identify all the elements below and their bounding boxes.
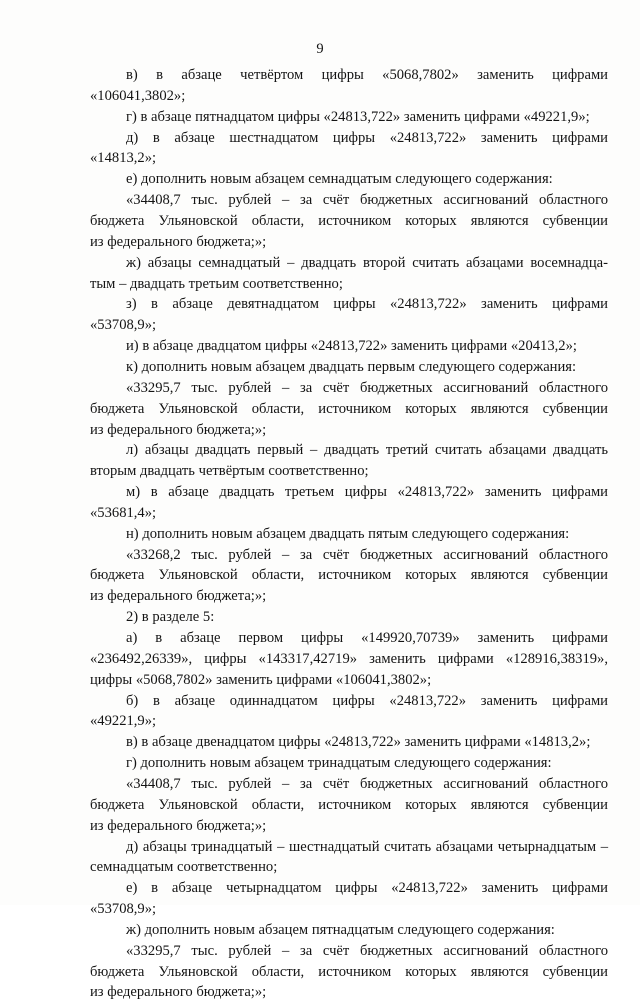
text-line: 2) в разделе 5:	[126, 609, 215, 626]
text-line: «33295,7 тыс. рублей – за счёт бюджетных ассигнований областного	[126, 942, 608, 959]
text-line: семнадцатым соответственно;	[90, 859, 278, 876]
text-line: д) в абзаце шестнадцатом цифры «24813,722» заменить цифрами	[126, 129, 608, 146]
text-line: и) в абзаце двадцатом цифры «24813,722» заменить цифрами «20413,2»;	[126, 338, 577, 355]
text-line: из федерального бюджета;»;	[90, 421, 267, 438]
text-line: «33295,7 тыс. рублей – за счёт бюджетных ассигнований областного	[126, 379, 608, 396]
text-line: ж) дополнить новым абзацем пятнадцатым следующего содержания:	[126, 921, 555, 938]
text-line: «34408,7 тыс. рублей – за счёт бюджетных ассигнований областного	[126, 775, 608, 792]
text-line: д) абзацы тринадцатый – шестнадцатый считать абзацами четырнадцатым –	[126, 838, 608, 855]
text-line: из федерального бюджета;»;	[90, 984, 267, 1001]
text-line: н) дополнить новым абзацем двадцать пятым следующего содержания:	[126, 525, 570, 542]
text-line: цифры «5068,7802» заменить цифрами «106041,3802»;	[90, 671, 432, 688]
text-line: «106041,3802»;	[90, 87, 186, 104]
text-line: из федерального бюджета;»;	[90, 588, 267, 605]
text-line: б) в абзаце одиннадцатом цифры «24813,722» заменить цифрами	[126, 692, 608, 709]
page-number: 9	[316, 41, 324, 57]
text-line: бюджета Ульяновской области, источником которых являются субвенции	[90, 213, 608, 229]
text-line: «14813,2»;	[90, 150, 157, 167]
text-line: е) дополнить новым абзацем семнадцатым следующего содержания:	[126, 171, 553, 188]
text-line: «53708,9»;	[90, 317, 157, 334]
text-line: «34408,7 тыс. рублей – за счёт бюджетных ассигнований областного	[126, 192, 608, 209]
text-line: тым – двадцать третьим соответственно;	[90, 275, 343, 292]
text-line: «33268,2 тыс. рублей – за счёт бюджетных ассигнований областного	[126, 546, 608, 563]
text-line: в) в абзаце четвёртом цифры «5068,7802» заменить цифрами	[126, 67, 608, 83]
text-line: л) абзацы двадцать первый – двадцать третий считать абзацами двадцать	[126, 442, 608, 459]
text-line: в) в абзаце двенадцатом цифры «24813,722» заменить цифрами «14813,2»;	[126, 734, 591, 751]
text-line: г) дополнить новым абзацем тринадцатым следующего содержания:	[126, 755, 552, 772]
text-line: ж) абзацы семнадцатый – двадцать второй считать абзацами восемнадца-	[126, 254, 608, 271]
text-line: г) в абзаце пятнадцатом цифры «24813,722» заменить цифрами «49221,9»;	[126, 108, 590, 125]
text-line: а) в абзаце первом цифры «149920,70739» заменить цифрами	[126, 630, 608, 646]
text-line: е) в абзаце четырнадцатом цифры «24813,722» заменить цифрами	[126, 880, 608, 897]
text-line: бюджета Ульяновской области, источником которых являются субвенции	[90, 963, 608, 980]
text-line: бюджета Ульяновской области, источником которых являются субвенции	[90, 567, 608, 584]
text-line: к) дополнить новым абзацем двадцать первым следующего содержания:	[126, 358, 577, 375]
text-line: бюджета Ульяновской области, источником которых являются субвенции	[90, 400, 608, 417]
text-line: бюджета Ульяновской области, источником которых являются субвенции	[90, 796, 608, 813]
text-line: из федерального бюджета;»;	[90, 817, 267, 834]
text-line: «236492,26339», цифры «143317,42719» заменить цифрами «128916,38319»,	[90, 650, 608, 667]
text-line: «53681,4»;	[90, 504, 157, 521]
text-line: из федерального бюджета;»;	[90, 233, 267, 250]
text-line: м) в абзаце двадцать третьем цифры «24813,722» заменить цифрами	[126, 484, 608, 500]
text-line: з) в абзаце девятнадцатом цифры «24813,722» заменить цифрами	[126, 296, 608, 313]
text-line: «49221,9»;	[90, 713, 157, 730]
text-line: «53708,9»;	[90, 901, 157, 917]
text-line: вторым двадцать четвёртым соответственно;	[90, 463, 369, 480]
